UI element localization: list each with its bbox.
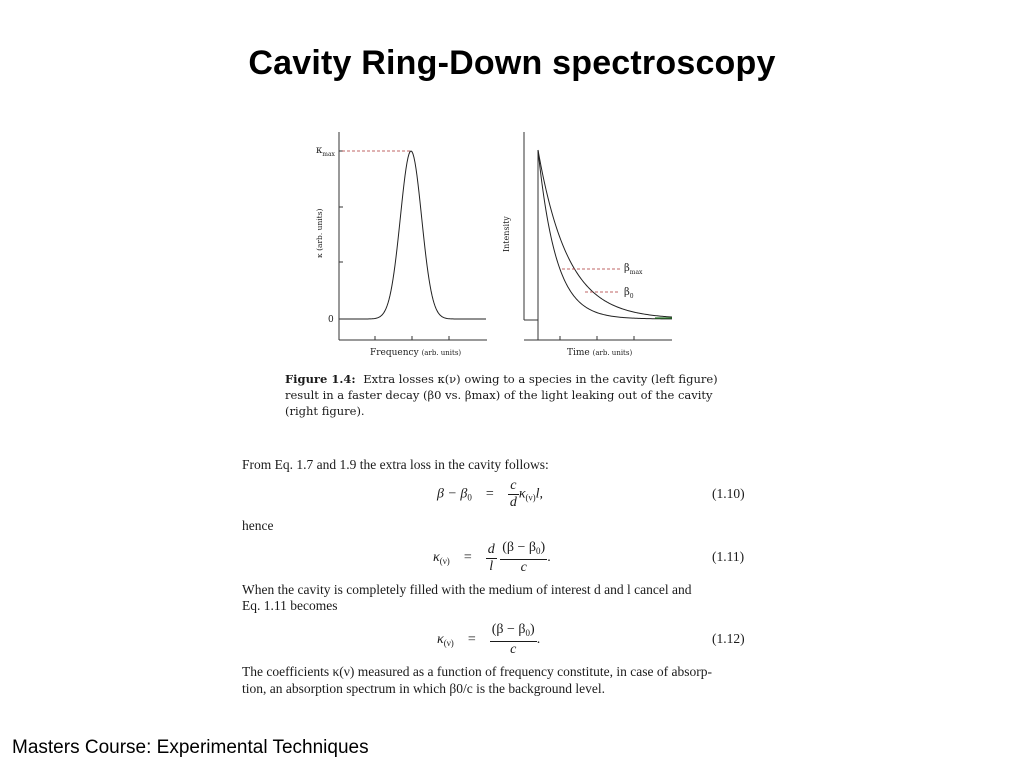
figure-caption: [285, 372, 718, 418]
beta-0-label: $\beta_0$: [624, 287, 634, 300]
left-xlabel: Frequency (arb. units): [370, 348, 462, 358]
coefficients-paragraph-line2: tion, an absorption spectrum in which β0/c is the background level.: [242, 681, 606, 696]
left-ylabel: κ (arb. units): [315, 208, 324, 258]
footer: Masters Course: Experimental Techniques: [12, 737, 369, 758]
when-paragraph-line2: Eq. 1.11 becomes: [242, 598, 338, 613]
right-xlabel: Time (arb. units): [567, 348, 633, 358]
equation-number-1-11: (1.11): [712, 549, 745, 564]
right-plot: [502, 132, 672, 358]
equation-1-10: $\beta - \beta_0$ = $\frac{c}{d}$ $\kappa_{(\nu)}l$,: [437, 478, 544, 510]
svg-text:(right figure).: (right figure).: [285, 404, 365, 418]
equation-number-1-10: (1.10): [712, 486, 745, 501]
equation-number-1-12: (1.12): [712, 631, 745, 646]
svg-text:Figure 1.4: Extra losses: Figure 1.4: Extra losses κ(ν) owing to a species in the cavity (left figure): [285, 372, 718, 386]
slide-title: Cavity Ring-Down spectroscopy: [248, 44, 776, 82]
coefficients-paragraph-line1: The coefficients κ(ν) measured as a function of frequency constitute, in case of absorp-: [242, 664, 712, 679]
right-ylabel: Intensity: [502, 216, 511, 252]
absorption-line-curve: [340, 151, 486, 319]
when-paragraph-line1: When the cavity is completely filled with the medium of interest d and l cancel and: [242, 582, 692, 597]
beta-max-label: $\beta_{max}$: [624, 263, 643, 276]
left-plot: [315, 132, 487, 358]
equation-1-11: $\kappa_{(\nu)}$ = $\frac{d}{l}$ $\frac{(\beta - \beta_0)}{c}$ .: [433, 540, 551, 575]
zero-label: 0: [328, 315, 334, 325]
decay-curve-beta-max: [538, 150, 672, 319]
equation-1-12: $\kappa_{(\nu)}$ = $\frac{(\beta - \beta_0)}{c}$ .: [437, 622, 541, 657]
hence-text: hence: [242, 518, 274, 533]
svg-text:result in a faster decay (β0 v: result in a faster decay (β0 vs. βmax) of the light leaking out of the cavity: [285, 388, 713, 402]
kmax-label: $\kappa_{max}$: [316, 145, 335, 158]
intro-paragraph: From Eq. 1.7 and 1.9 the extra loss in the cavity follows:: [242, 457, 549, 472]
